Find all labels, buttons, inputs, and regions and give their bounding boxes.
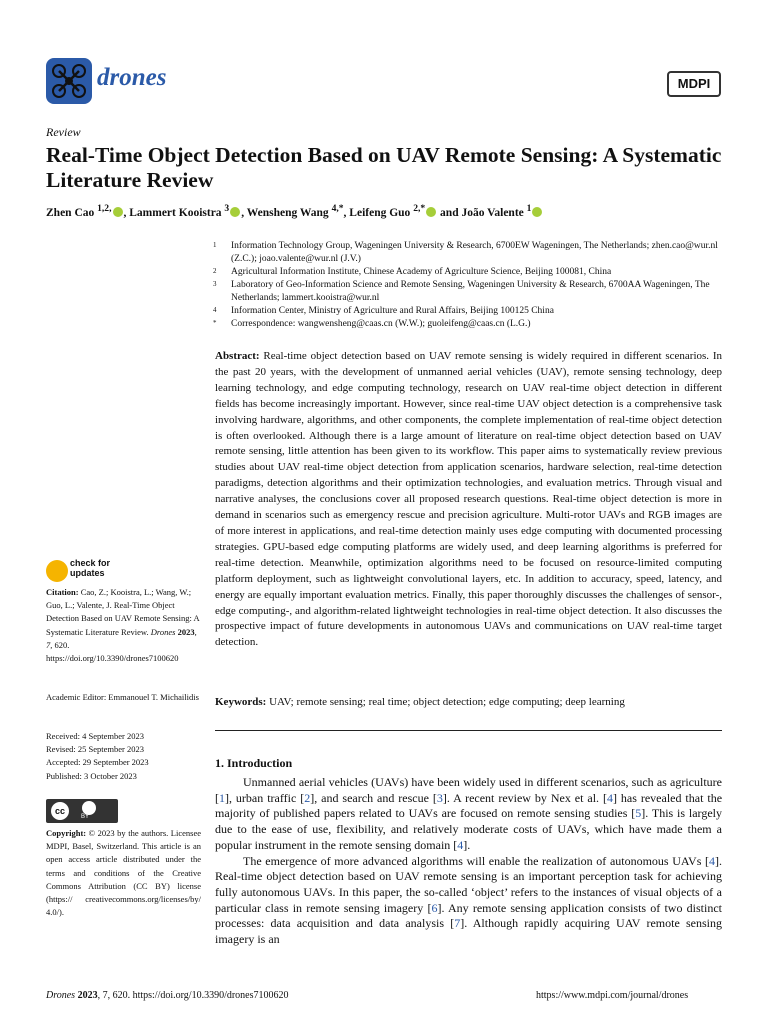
affiliation-item [213, 266, 725, 279]
date-published: Published: 3 October 2023 [46, 770, 137, 781]
author-name: Lammert Kooistra [129, 206, 222, 219]
citation-volume: 7 [46, 639, 51, 650]
author-affil: 1 [526, 203, 532, 214]
abstract-text: Real-time object detection based on UAV remote sensing is widely required in different scenarios. In the past 20 years, with the development of unmanned aerial vehicles (UAV), remote sensing technology, deep learning technology, and edge computing technology, research on UAV real-time object detection in different fields has become increasingly important. However, since real-time UAV object detection is a comprehensive task involving hardware, algorithms, and other components, the complete implementation of real-time object detection is often overlooked. Although there is a large amount of literature on real-time object detection based on UAV remote sensing, little attention has been given to its workflow. This paper aims to systematically review previous studies about UAV real-time object detection from application scenarios, hardware selection, real-time detection paradigms, detection algorithms and their optimization technologies, and evaluation metrics. Through visual and narrative analyses, the conclusions cover all proposed research questions. Real-time object detection is more in demand in scenarios such as emergency rescue and precision agriculture. Multi-rotor UAVs and RGB images are of more interest in applications, and real-time detection mainly uses edge computing with documented processing strategies. GPU-based edge computing platforms are widely used, and deep learning algorithms is preferred for real-time detection. Meanwhile, optimization algorithms need to be focused on resource-limited computing platform deployment, such as lightweight convolutional layers, etc. In addition to accuracy, speed, latency, and energy are equally important evaluation metrics. Finally, this paper thoroughly discusses the challenges of sensor-, edge computing-, and algorithm-related lightweight technologies in real-time object detection. It also discusses the prospective impact of future developments in autonomous UAVs and communications on UAV real-time target detection. [215, 350, 723, 649]
drone-icon [46, 58, 92, 104]
keywords-label: Keywords: [215, 696, 267, 708]
orcid-icon[interactable] [230, 207, 240, 217]
citation-link[interactable]: 7 [454, 916, 461, 931]
author-name: Leifeng Guo [349, 206, 411, 219]
article-type: Review [46, 125, 81, 139]
footer-url[interactable]: https://www.mdpi.com/journal/drones [536, 990, 689, 1001]
abstract-label: Abstract: [215, 350, 260, 362]
footer-journal: Drones [46, 990, 76, 1001]
badge-line: updates [70, 568, 105, 578]
orcid-icon[interactable] [532, 207, 542, 217]
paragraph [215, 854, 722, 948]
author-affil: 3 [224, 203, 230, 214]
affil-text: Laboratory of Geo-Information Science and Remote Sensing, Wageningen University & Research, 6700AA Wageningen, The Netherlands; lammert.kooistra@wur.nl [231, 280, 710, 303]
citation-doi[interactable]: , 620. https://doi.org/10.3390/drones7100620 [46, 639, 179, 664]
affil-text: Information Technology Group, Wageningen University & Research, 6700EW Wageningen, The Netherlands; zhen.cao@wur.nl (Z.C.); joao.valente@wur.nl (J.V.) [231, 241, 718, 264]
text-run: ]. Although rapidly acquiring UAV remote sensing imagery is an [215, 916, 722, 947]
affil-number: 3 [213, 280, 217, 288]
paper-title: Real-Time Object Detection Based on UAV Remote Sensing: A Systematic Literature Review [46, 143, 722, 192]
date-revised: Revised: 25 September 2023 [46, 744, 144, 755]
badge-line: check for [70, 558, 111, 568]
author-name: Zhen Cao [46, 206, 95, 219]
affiliation-item [213, 240, 725, 266]
citation-text: Cao, Z.; Kooistra, L.; Wang, W.; Guo, L.; Valente, J. Real-Time Object Detection Based on UAV Remote Sensing: A Systematic Literature Review. [46, 587, 200, 637]
dates-block [46, 730, 201, 783]
text-run: ], urban traffic [ [225, 790, 305, 805]
text-run: ] has revealed that the majority of published papers related to UAVs are focused on remote sensing studies [ [215, 790, 723, 821]
citation-link[interactable]: 3 [436, 790, 443, 805]
affiliations [213, 240, 725, 331]
text-run: The emergence of more advanced algorithms will enable the realization of autonomous UAVs [ [243, 853, 709, 868]
affiliation-item [213, 305, 725, 318]
copyright-label: Copyright: [46, 828, 87, 838]
abstract [215, 349, 722, 651]
check-updates-badge[interactable] [70, 558, 110, 578]
affiliation-item [213, 318, 725, 331]
academic-editor: Academic Editor: Emmanouel T. Michailidis [46, 692, 199, 702]
affil-number: 4 [213, 306, 217, 314]
citation-link[interactable]: 2 [304, 790, 311, 805]
text-run: ]. [463, 837, 471, 852]
date-received: Received: 4 September 2023 [46, 731, 144, 741]
citation-link[interactable]: 4 [606, 790, 613, 805]
affiliation-item [213, 279, 725, 305]
journal-name: drones [97, 64, 167, 91]
publisher-logo: MDPI [667, 71, 721, 97]
author-list: Zhen Cao $^{1,2,}$ , Lammert Kooistra $^3$ , Wensheng Wang $^{4,*}$, Leifeng Guo $^{2,*}$ and João Valente $^1$ [46, 203, 543, 219]
paragraph [215, 775, 722, 854]
keywords-text: UAV; remote sensing; real time; object detection; edge computing; deep learning [269, 696, 625, 708]
text-run: ], and search and rescue [ [310, 790, 437, 805]
person-icon [82, 801, 96, 815]
citation-link[interactable]: 6 [431, 900, 438, 915]
copyright-text: © 2023 by the authors. Licensee MDPI, Basel, Switzerland. This article is an open access article distributed under the terms and conditions of the Creative Commons Attribution (CC BY) license (https:// creativecommons.org/licenses/by/ 4.0/). [46, 828, 201, 918]
by-label: BY [81, 814, 90, 820]
cc-by-license-icon[interactable] [46, 799, 118, 823]
footer-year: 2023 [77, 990, 98, 1001]
copyright-block [46, 827, 201, 919]
text-run: ]. This is largely due to the ease of use, flexibility, and relatively moderate costs of UAVs, which have made them a popular instrument in the remote sensing domain [ [215, 806, 722, 852]
citation-label: Citation: [46, 587, 79, 597]
orcid-icon[interactable] [113, 207, 123, 217]
footer-doi[interactable]: , 7, 620. https://doi.org/10.3390/drones7100620 [97, 990, 289, 1001]
orcid-icon[interactable] [426, 207, 436, 217]
keywords [215, 696, 722, 708]
author-affil: 4,* [331, 203, 344, 214]
text-run: ]. Real-time object detection based on UAV remote sensing is an important perception task for achieving fully autonomous UAVs. In this paper, the so-called ‘object’ refers to the instances of visual objects of a particular class in remote sensing imagery [ [215, 853, 722, 915]
divider [215, 730, 722, 731]
citation-link[interactable]: 4 [457, 837, 464, 852]
cc-label: cc [51, 802, 69, 820]
citation-link[interactable]: 4 [709, 853, 715, 868]
text-run: ]. Any remote sensing application consists of two distinct processes: data acquisition and data analysis [ [215, 900, 722, 931]
intro-body [215, 775, 722, 948]
author-affil: 1,2, [97, 203, 112, 214]
citation-block: Citation: Cao, Z.; Kooistra, L.; Wang, W.; Guo, L.; Valente, J. Real-Time Object Detection Based on UAV Remote Sensing: A Systematic Literature Review. Drones 2023, 7, 620. https://doi.org/10.3390/drones7100620 [46, 587, 200, 664]
affil-number: 1 [213, 241, 217, 249]
date-accepted: Accepted: 29 September 2023 [46, 757, 149, 768]
author-name: Wensheng Wang [246, 206, 329, 219]
affil-text: Agricultural Information Institute, Chinese Academy of Agriculture Science, Beijing 100081, China [231, 267, 612, 277]
affil-number: 2 [213, 267, 217, 275]
author-name: João Valente [461, 206, 524, 219]
check-updates-icon[interactable] [46, 560, 68, 582]
author-affil: 2,* [413, 203, 426, 214]
affil-text: Correspondence: wangwensheng@caas.cn (W.W.); guoleifeng@caas.cn (L.G.) [231, 319, 531, 329]
citation-link[interactable]: 1 [219, 790, 225, 805]
footer-citation [46, 990, 289, 1001]
affil-number: * [213, 319, 217, 327]
text-run: Unmanned aerial vehicles (UAVs) have been widely used in different scenarios, such as agriculture [ [215, 775, 722, 805]
citation-journal: Drones [150, 626, 176, 637]
citation-link[interactable]: 5 [635, 806, 642, 821]
text-run: ]. A recent review by Nex et al. [ [442, 790, 607, 805]
affil-text: Information Center, Ministry of Agriculture and Rural Affairs, Beijing 100125 China [231, 306, 554, 316]
citation-year: 2023 [177, 626, 195, 637]
section-heading: 1. Introduction [215, 756, 293, 770]
